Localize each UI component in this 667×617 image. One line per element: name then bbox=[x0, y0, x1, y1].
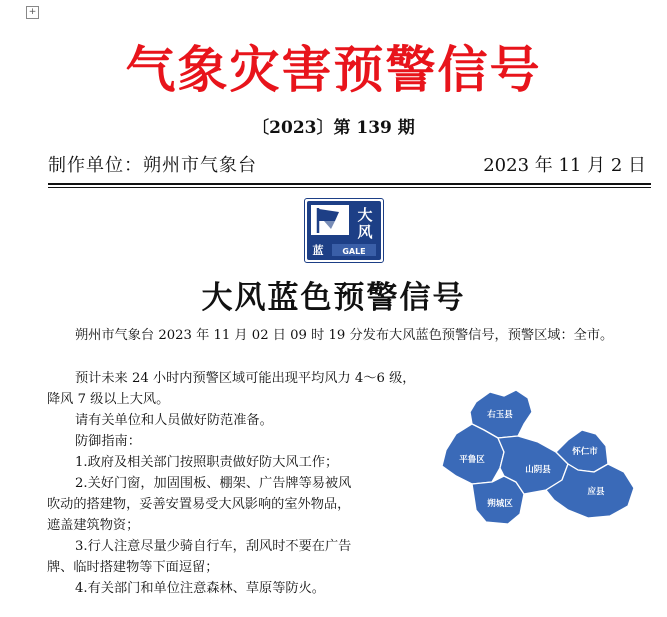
guide-item-2b: 吹动的搭建物，妥善安置易受大风影响的室外物品， bbox=[47, 497, 351, 512]
guide-item-3a: 3.行人注意尽量少骑自行车，刮风时不要在广告 bbox=[75, 539, 352, 554]
map-label-huairen: 怀仁市 bbox=[572, 447, 598, 457]
guide-item-2a: 2.关好门窗，加固围板、棚架、广告牌等易被风 bbox=[75, 476, 352, 491]
issue-date: 2023 年 11 月 2 日 bbox=[483, 155, 646, 176]
paragraph-issuance: 朔州市气象台 2023 年 11 月 02 日 09 时 19 分发布大风蓝色预警信号，预警区域：全市。 bbox=[75, 328, 614, 343]
guide-item-3b: 牌、临时搭建物等下面逗留； bbox=[47, 560, 219, 575]
document-title: 气象灾害预警信号 bbox=[125, 40, 542, 99]
map-label-pinglu: 平鲁区 bbox=[459, 455, 485, 465]
gale-blue-warning-icon bbox=[304, 198, 384, 263]
icon-label-en: GALE bbox=[342, 247, 366, 256]
map-label-shuocheng: 朔城区 bbox=[487, 499, 513, 509]
guide-heading: 防御指南： bbox=[75, 434, 141, 449]
guide-item-2c: 遮盖建筑物资； bbox=[47, 518, 140, 533]
issue-number: 〔2023〕第 139 期 bbox=[252, 118, 415, 138]
header-rule-thin bbox=[48, 187, 651, 188]
icon-label-big: 大 bbox=[357, 206, 373, 224]
paragraph-prepare: 请有关单位和人员做好防范准备。 bbox=[75, 413, 273, 428]
move-anchor-icon[interactable]: + bbox=[26, 6, 39, 19]
warning-area-map bbox=[428, 372, 656, 542]
header-rule-thick bbox=[48, 183, 651, 185]
paragraph-forecast: 预计未来 24 小时内预警区域可能出现平均风力 4～6 级，降风 7 级以上大风。 bbox=[47, 371, 416, 407]
guide-item-1: 1.政府及相关部门按照职责做好防大风工作； bbox=[75, 455, 339, 470]
signal-title: 大风蓝色预警信号 bbox=[201, 280, 466, 316]
producer: 制作单位：朔州市气象台 bbox=[48, 155, 257, 176]
guide-item-4: 4.有关部门和单位注意森林、草原等防火。 bbox=[75, 581, 325, 596]
map-label-yingxian: 应县 bbox=[587, 487, 605, 497]
map-label-youyu: 右玉县 bbox=[487, 410, 513, 420]
map-label-shanyin: 山阴县 bbox=[525, 465, 551, 475]
icon-label-wind: 风 bbox=[357, 223, 373, 241]
icon-label-color: 蓝 bbox=[312, 244, 324, 257]
